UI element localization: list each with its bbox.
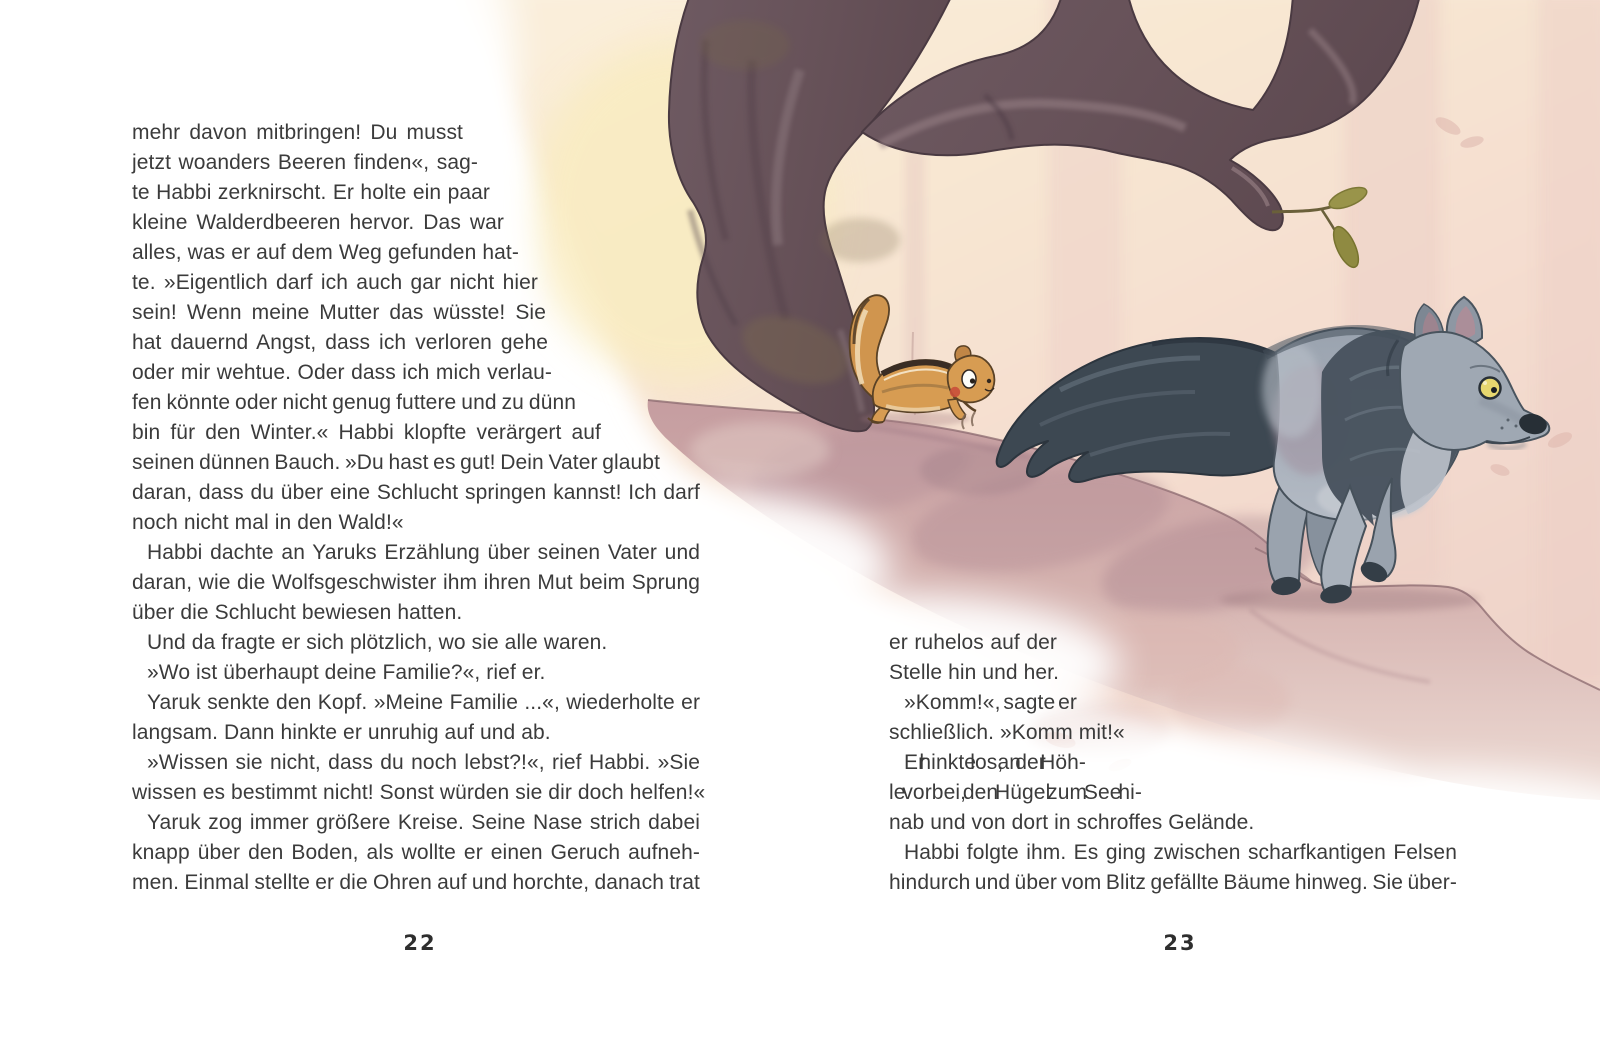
chipmunk-nose [987,379,991,383]
text-line: er ruhelos auf der [889,631,1057,654]
chipmunk-cheek [950,387,960,397]
text-line: über die Schlucht bewiesen hatten. [132,601,463,624]
text-line: Habbi folgte ihm. Es ging zwischen scharfkantigen Felsen [904,841,1457,864]
text-line: te. »Eigentlich darf ich auch gar nicht hier [132,271,538,294]
text-line: mehr davon mitbringen! Du musst [132,121,463,144]
text-line: sein! Wenn meine Mutter das wüsste! Sie [132,301,546,324]
text-line: Habbi dachte an Yaruks Erzählung über seinen Vater und [147,541,701,564]
text-line: Er hinkte los, an der Höh- [904,751,1087,774]
text-line: seinen dünnen Bauch. »Du hast es gut! Dein Vater glaubt [132,451,661,474]
text-line: Yaruk zog immer größere Kreise. Seine Nase strich dabei [147,811,700,834]
text-line: jetzt woanders Beeren finden«, sag- [132,151,478,174]
text-line: men. Einmal stellte er die Ohren auf und horchte, danach trat [132,871,700,894]
text-line: oder mir wehtue. Oder dass ich mich verlau- [132,361,553,384]
text-line: schließlich. »Komm mit!« [889,721,1125,744]
text-line: Yaruk senkte den Kopf. »Meine Familie ...«, wiederholte er [147,691,701,714]
text-line: te Habbi zerknirscht. Er holte ein paar [132,181,490,204]
text-line: noch nicht mal in den Wald!« [132,511,404,534]
text-line: le vorbei, den Hügel zum See hi- [889,781,1142,804]
text-line: daran, dass du über eine Schlucht springen kannst! Ich darf [132,481,700,504]
text-line: »Wo ist überhaupt deine Familie?«, rief er. [147,661,546,684]
text-line: langsam. Dann hinkte er unruhig auf und ab. [132,721,551,744]
text-line: bin für den Winter.« Habbi klopfte verärgert auf [132,421,601,444]
text-line: hat dauernd Angst, dass ich verloren gehe [132,331,549,354]
text-line: »Komm!«, sagte er [904,691,1077,714]
text-line: Stelle hin und her. [889,661,1060,684]
text-line: daran, wie die Wolfsgeschwister ihm ihren Mut beim Sprung [132,571,701,594]
text-line: alles, was er auf dem Weg gefunden hat- [132,241,519,264]
text-line: hindurch und über vom Blitz gefällte Bäume hinweg. Sie über- [889,871,1457,894]
text-line: wissen es bestimmt nicht! Sonst würden sie dir doch helfen!« [132,781,706,804]
wolf-eye [1480,378,1501,399]
text-line: kleine Walderdbeeren hervor. Das war [132,211,504,234]
page-number-right: 23 [1163,931,1197,955]
text-line: Und da fragte er sich plötzlich, wo sie alle waren. [147,631,608,654]
text-line: nab und von dort in schroffes Gelände. [889,811,1255,834]
page-number-left: 22 [403,931,437,955]
text-line: »Wissen sie nicht, dass du noch lebst?!«, rief Habbi. »Sie [147,751,701,774]
text-line: knapp über den Boden, als wollte er einen Geruch aufneh- [132,841,700,864]
text-line: fen könnte oder nicht genug futtere und zu dünn [132,391,577,414]
